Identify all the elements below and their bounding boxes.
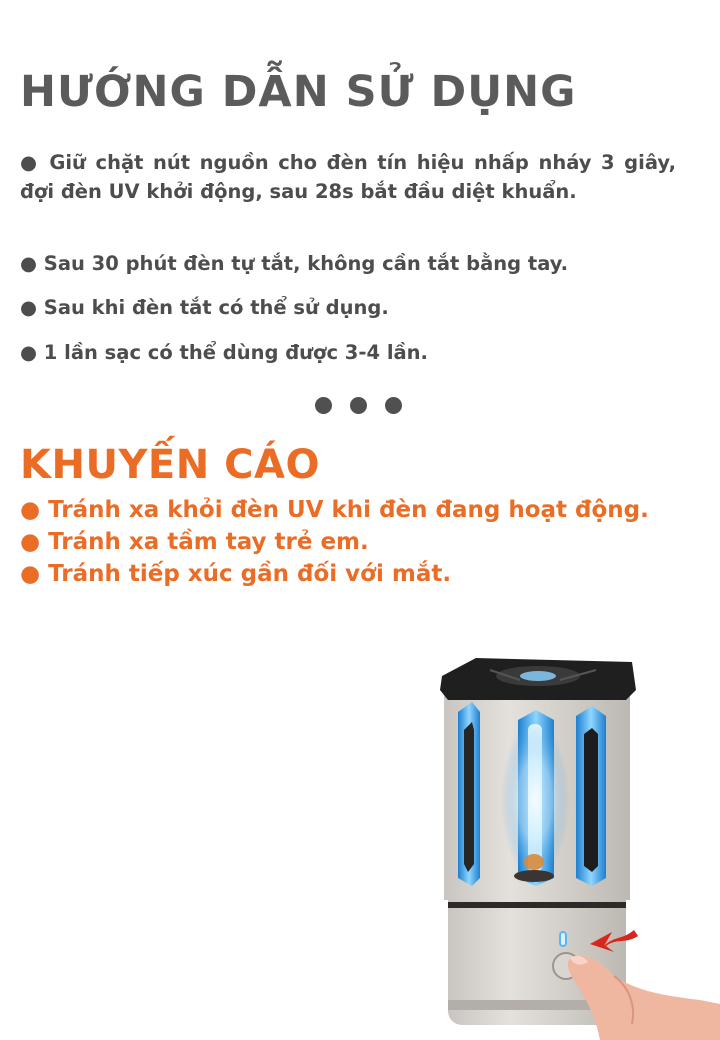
instructions-list — [20, 148, 676, 364]
instruction-item: ● Giữ chặt nút nguồn cho đèn tín hiệu nhấp nháy 3 giây, đợi đèn UV khởi động, sau 28s bắt đầu diệt khuẩn. — [20, 151, 676, 203]
warnings-title: KHUYẾN CÁO — [20, 442, 320, 488]
indicator-led — [560, 932, 566, 946]
warning-item: ● Tránh tiếp xúc gần đối với mắt. — [20, 561, 452, 587]
warning-item: ● Tránh xa tầm tay trẻ em. — [20, 529, 369, 555]
instructions-title: HƯỚNG DẪN SỬ DỤNG — [20, 67, 577, 117]
pointing-finger — [568, 956, 720, 1040]
instruction-item: ● Sau 30 phút đèn tự tắt, không cần tắt bằng tay. — [20, 252, 569, 275]
instruction-item: ● 1 lần sạc có thể dùng được 3-4 lần. — [20, 341, 428, 364]
warning-item: ● Tránh xa khỏi đèn UV khi đèn đang hoạt động. — [20, 497, 649, 523]
lamp-top-cap — [440, 658, 636, 700]
uv-lamp-product-image — [400, 640, 720, 1040]
divider-dot — [385, 397, 402, 414]
instruction-item: ● Sau khi đèn tắt có thể sử dụng. — [20, 296, 389, 319]
lamp-cage — [444, 690, 630, 900]
divider-dot — [315, 397, 332, 414]
warnings-list — [20, 494, 649, 590]
divider-dot — [350, 397, 367, 414]
section-divider-dots — [315, 397, 402, 414]
